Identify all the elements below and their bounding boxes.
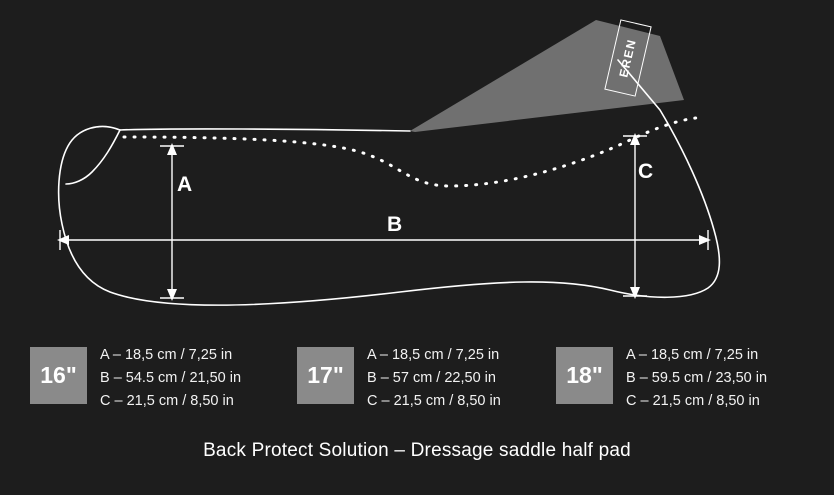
product-caption: Back Protect Solution – Dressage saddle half pad (203, 440, 631, 461)
dimension-label-a: A (177, 173, 193, 196)
measure-b (57, 230, 711, 250)
measurement-line-a: A – 18,5 cm / 7,25 in (100, 347, 233, 363)
dimension-label-b: B (387, 213, 403, 236)
measurement-line-c: C – 21,5 cm / 8,50 in (626, 393, 760, 409)
measurement-line-c: C – 21,5 cm / 8,50 in (100, 393, 234, 409)
size-measurements (367, 336, 501, 413)
measure-a (160, 143, 184, 301)
size-card (30, 336, 241, 413)
measurement-line-a: A – 18,5 cm / 7,25 in (367, 347, 500, 363)
size-badge: 18" (556, 347, 613, 404)
size-measurements (100, 336, 241, 413)
measure-c (623, 133, 647, 299)
size-badge: 16" (30, 347, 87, 404)
measurement-line-a: A – 18,5 cm / 7,25 in (626, 347, 759, 363)
brand-tab-label: EREN (616, 37, 640, 79)
size-card (297, 336, 501, 413)
measurement-line-b: B – 54.5 cm / 21,50 in (100, 370, 242, 386)
size-list (0, 336, 834, 426)
dimension-label-c: C (638, 160, 654, 183)
size-card (556, 336, 767, 413)
measurement-line-b: B – 57 cm / 22,50 in (367, 370, 496, 386)
measurement-line-c: C – 21,5 cm / 8,50 in (367, 393, 501, 409)
size-badge: 17" (297, 347, 354, 404)
measurement-line-b: B – 59.5 cm / 23,50 in (626, 370, 768, 386)
size-measurements (626, 336, 767, 413)
